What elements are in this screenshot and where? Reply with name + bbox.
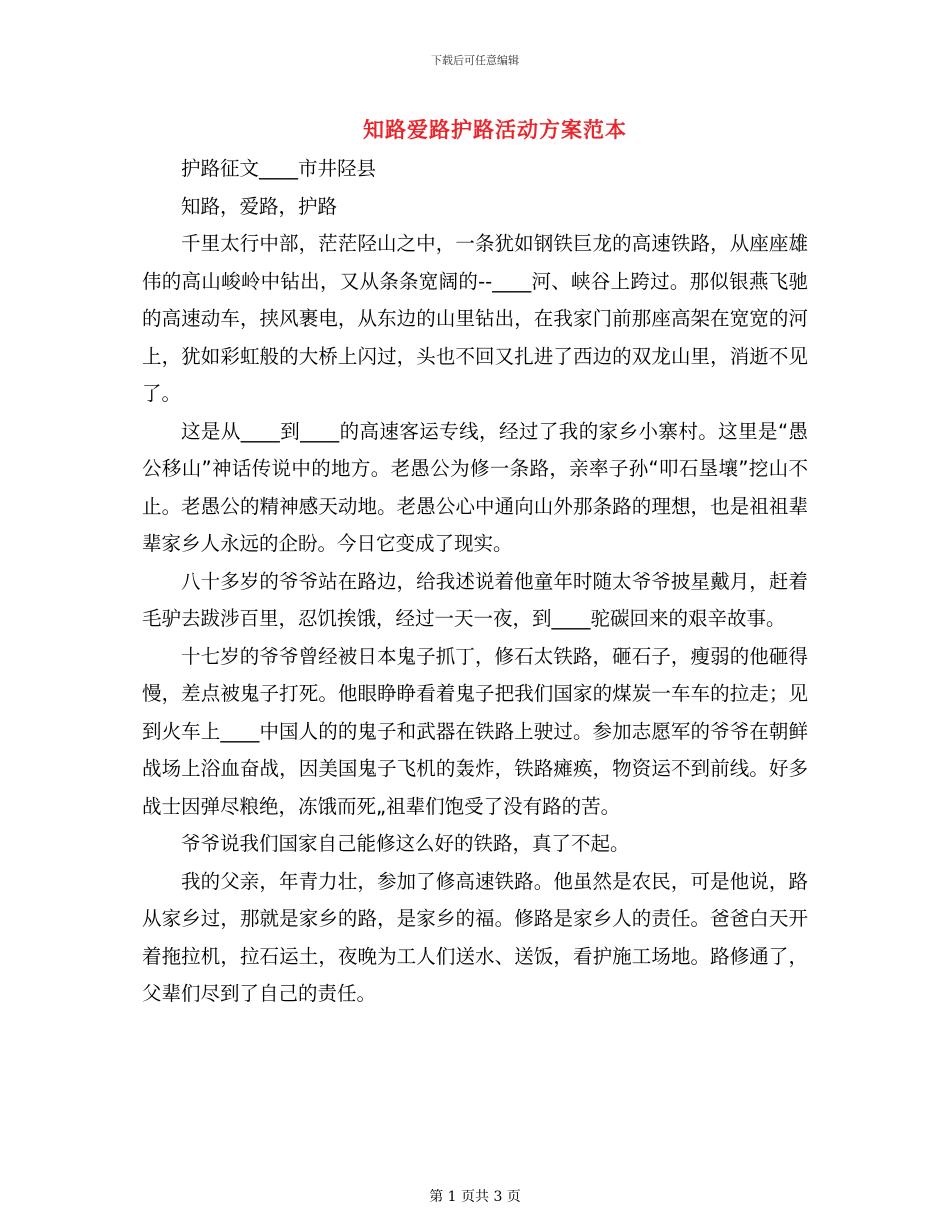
document-title: 知路爱路护路活动方案范本 [363, 118, 627, 142]
body-paragraph: 千里太行中部，茫茫陉山之中，一条犹如钢铁巨龙的高速铁路，从座座雄伟的高山峻岭中钻出，又从条条宽阔的--____河、峡谷上跨过。那似银燕飞驰的高速动车，挟风裹电，从东边的山里钻出，在我家门前那座高架在宽宽的河上，犹如彩虹般的大桥上闪过，头也不回又扎进了西边的双龙山里，消逝不见了。 [142, 232, 808, 405]
page-header: 下载后可任意编辑 [431, 54, 519, 67]
page-number-footer: 第 1 页共 3 页 [429, 1189, 521, 1205]
subtitle-paragraph: 知路，爱路，护路 [181, 194, 338, 218]
body-paragraph: 八十多岁的爷爷站在路边，给我述说着他童年时随太爷爷披星戴月，赶着毛驴去跋涉百里，忍饥挨饿，经过一天一夜，到____驼碳回来的艰辛故事。 [142, 569, 808, 630]
body-paragraph: 十七岁的爷爷曾经被日本鬼子抓丁，修石太铁路，砸石子，瘦弱的他砸得慢，差点被鬼子打死。他眼睁睁看着鬼子把我们国家的煤炭一车车的拉走；见到火车上____中国人的的鬼子和武器在铁路上驶过。参加志愿军的爷爷在朝鲜战场上浴血奋战，因美国鬼子飞机的轰炸，铁路瘫痪，物资运不到前线。好多战士因弹尽粮绝，冻饿而死„祖辈们饱受了没有路的苦。 [142, 644, 808, 818]
byline-paragraph: 护路征文____市井陉县 [181, 157, 377, 180]
body-paragraph: 爷爷说我们国家自己能修这么好的铁路，真了不起。 [181, 832, 630, 855]
document-body [142, 150, 808, 1013]
body-paragraph: 这是从____到____的高速客运专线，经过了我的家乡小寨村。这里是“愚公移山”神话传说中的地方。老愚公为修一条路，亲率子孙“叩石垦壤”挖山不止。老愚公的精神感天动地。老愚公心中通向山外那条路的理想，也是祖祖辈辈家乡人永远的企盼。今日它变成了现实。 [142, 419, 808, 555]
body-paragraph: 我的父亲，年青力壮，参加了修高速铁路。他虽然是农民，可是他说，路从家乡过，那就是家乡的路，是家乡的福。修路是家乡人的责任。爸爸白天开着拖拉机，拉石运土，夜晚为工人们送水、送饭，看护施工场地。路修通了，父辈们尽到了自己的责任。 [142, 869, 808, 1005]
